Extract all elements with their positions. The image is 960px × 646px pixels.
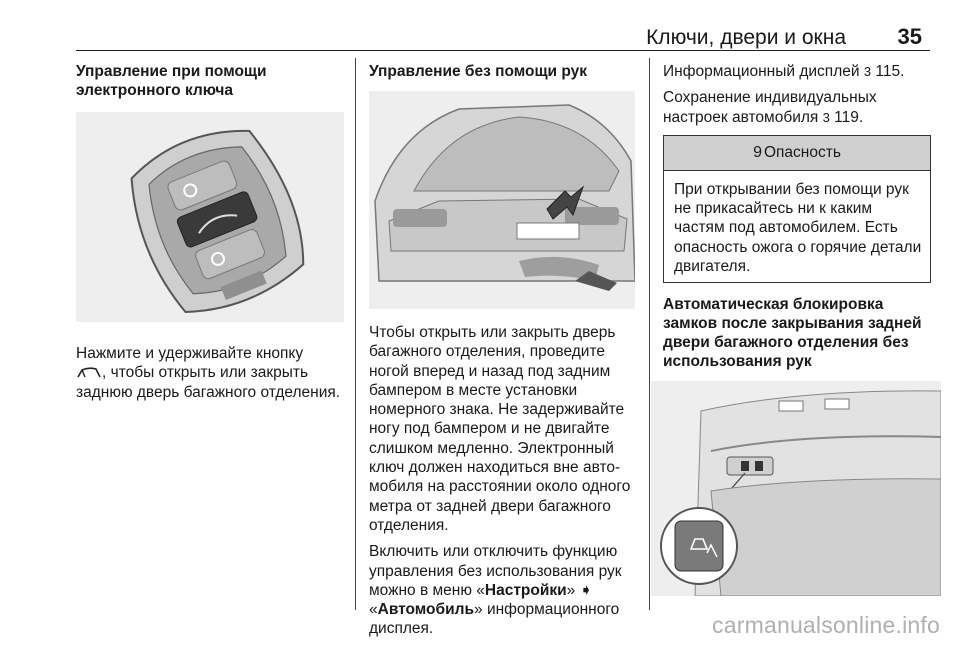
electronic-key-illustration — [76, 112, 344, 322]
tailgate-lock-button-illustration — [651, 381, 941, 596]
car-rear-hands-free-illustration — [369, 91, 635, 309]
running-title: Ключи, двери и окна — [646, 26, 846, 49]
warning-header — [664, 136, 930, 171]
column-2 — [369, 62, 635, 646]
page-ref-icon: 3 — [863, 64, 872, 79]
column-divider — [649, 58, 650, 610]
hands-free-setting-note: Включить или отключить функцию управления без использования рук можно в меню «Настройки» ➧ «Автомобиль» информационного дисплея. — [369, 543, 622, 638]
watermark: carmanualsonline.info — [712, 612, 940, 638]
menu-arrow-icon: ➧ — [579, 581, 593, 599]
section-heading-auto-lock: Автоматическая блокировка замков после закрывания задней двери багажного отделения без использования рук — [663, 296, 922, 371]
warning-text: При открывании без помощи рук не прикасайтесь ни к каким частям под автомобилем. Есть опасность ожога о горячие детали двигателя. — [674, 180, 922, 276]
warning-title: Опасность — [763, 143, 841, 161]
menu-settings: Настройки — [484, 581, 567, 599]
page-ref-icon: 3 — [822, 109, 830, 125]
key-instruction: Нажмите и удерживайте кнопку , чтобы открыть или закрыть заднюю дверь багажного отделения. — [76, 345, 341, 401]
ref-info-display: Информационный дисплей 3 115. — [663, 63, 905, 80]
page-header — [76, 24, 930, 51]
ref-personal-settings: Сохранение индивидуальных настроек автомобиля 3 119. — [663, 89, 877, 126]
section-heading-electronic-key: Управление при помощи электронного ключа — [76, 63, 267, 99]
menu-vehicle: Автомобиль — [377, 601, 475, 619]
page-number: 35 — [897, 24, 922, 49]
hands-free-instruction: Чтобы открыть или закрыть дверь багажного отделения, проведите ногой вперед и назад под задним бампером в месте установки номерного знака. Не задерживайте ногу под бампером и не двигайте слишком медленно. Электронный ключ должен находиться вне автомобиля на расстоянии около одного метра от задней двери багажного отделения. — [369, 324, 631, 534]
column-1 — [76, 62, 344, 409]
column-3 — [663, 62, 931, 596]
warning-triangle-icon: 9 — [753, 143, 762, 161]
section-heading-hands-free: Управление без помощи рук — [369, 63, 588, 80]
danger-warning-box — [663, 135, 931, 283]
column-divider — [355, 58, 356, 610]
tailgate-icon — [76, 366, 102, 380]
